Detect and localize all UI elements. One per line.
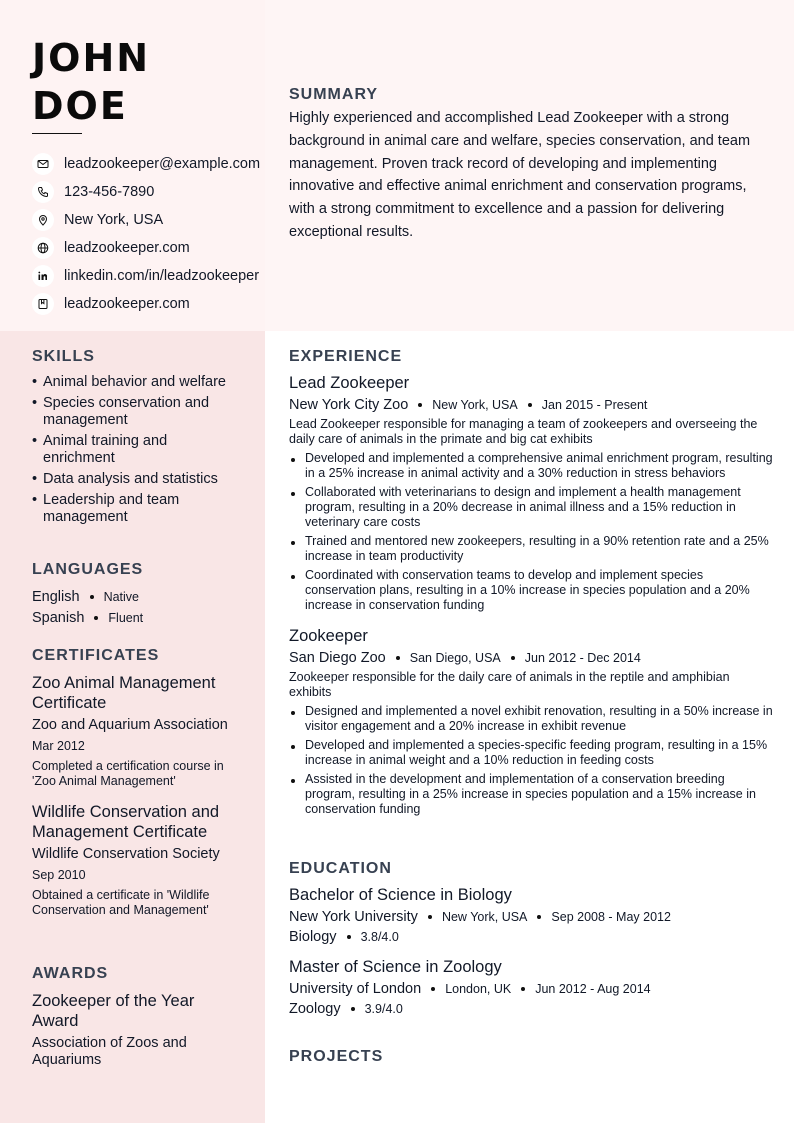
achievement-item: Developed and implemented a comprehensive animal enrichment program, resulting in a 25% increase in animal activity and a 30% reduction in stress behaviors	[289, 451, 774, 481]
job-title: Zookeeper	[289, 627, 368, 645]
school-name: University of London	[289, 981, 422, 997]
separator-dot	[528, 403, 532, 407]
certificate-org: Wildlife Conservation Society	[32, 846, 220, 862]
experience-item	[289, 374, 774, 613]
languages-section	[32, 561, 242, 628]
separator-dot	[537, 915, 541, 919]
name-divider	[32, 133, 82, 134]
location-icon	[32, 209, 54, 231]
projects-title: PROJECTS	[289, 1048, 384, 1065]
education-item	[289, 958, 774, 1017]
gpa: 3.9/4.0	[364, 1002, 403, 1016]
awards-title: AWARDS	[32, 965, 109, 982]
experience-item	[289, 627, 774, 817]
school-name: New York University	[289, 909, 418, 925]
bookmark-icon	[32, 293, 54, 315]
degree-title: Master of Science in Zoology	[289, 958, 502, 976]
contact-linkedin[interactable]	[32, 262, 277, 290]
job-description: Lead Zookeeper responsible for managing a team of zookeepers and overseeing the daily care of animals in the primate and big cat exhibits	[289, 417, 758, 446]
certificate-date: Sep 2010	[32, 868, 86, 882]
job-meta	[289, 397, 774, 413]
education-section	[289, 860, 774, 1017]
summary-section	[289, 86, 774, 244]
education-meta	[289, 909, 774, 925]
name-first: JOHN	[32, 36, 151, 80]
school-location: London, UK	[445, 982, 512, 996]
separator-dot	[396, 656, 400, 660]
contact-email[interactable]	[32, 150, 277, 178]
separator-dot	[431, 987, 435, 991]
education-dates: Jun 2012 - Aug 2014	[535, 982, 651, 996]
separator-dot	[94, 616, 98, 620]
job-location: San Diego, USA	[409, 651, 501, 665]
achievement-item: Collaborated with veterinarians to design and implement a health management program, resulting in a 20% decrease in animal illness and a 15% reduction in veterinary care costs	[289, 485, 774, 530]
contact-location	[32, 206, 277, 234]
separator-dot	[347, 935, 351, 939]
education-field	[289, 929, 774, 945]
certificate-item	[32, 802, 247, 918]
separator-dot	[521, 987, 525, 991]
degree-title: Bachelor of Science in Biology	[289, 886, 512, 904]
job-location: New York, USA	[432, 398, 518, 412]
contact-website-text: leadzookeeper.com	[64, 240, 190, 256]
certificates-section	[32, 647, 247, 918]
achievement-item: Trained and mentored new zookeepers, resulting in a 90% retention rate and a 25% increase in team productivity	[289, 534, 774, 564]
certificate-desc: Obtained a certificate in 'Wildlife Conservation and Management'	[32, 888, 210, 917]
projects-section	[289, 1048, 774, 1066]
education-item	[289, 886, 774, 945]
award-org: Association of Zoos and Aquariums	[32, 1035, 187, 1068]
award-title: Zookeeper of the Year Award	[32, 992, 195, 1030]
job-dates: Jun 2012 - Dec 2014	[524, 651, 641, 665]
separator-dot	[511, 656, 515, 660]
contact-linkedin-text: linkedin.com/in/leadzookeeper	[64, 268, 260, 284]
certificate-title: Zoo Animal Management Certificate	[32, 674, 216, 712]
contact-phone-text: 123-456-7890	[64, 184, 155, 200]
summary-title: SUMMARY	[289, 86, 379, 103]
job-title: Lead Zookeeper	[289, 374, 410, 392]
certificate-org: Zoo and Aquarium Association	[32, 717, 228, 733]
contact-portfolio-text: leadzookeeper.com	[64, 296, 190, 312]
skills-title: SKILLS	[32, 348, 95, 365]
language-name: Spanish	[32, 609, 85, 626]
education-title: EDUCATION	[289, 860, 392, 877]
summary-text: Highly experienced and accomplished Lead Zookeeper with a strong background in animal care and welfare, species conservation, and team management. Proven track record of developing and implementing innovative and effective animal enrichment and conservation programs, with a strong commitment to excellence and a passion for delivering exceptional results.	[289, 110, 751, 240]
separator-dot	[418, 403, 422, 407]
language-level: Fluent	[108, 610, 144, 625]
globe-icon	[32, 237, 54, 259]
language-item	[32, 586, 242, 607]
field-of-study: Zoology	[289, 1001, 341, 1017]
job-company: San Diego Zoo	[289, 650, 386, 666]
language-item	[32, 607, 242, 628]
mail-icon	[32, 153, 54, 175]
school-location: New York, USA	[441, 910, 528, 924]
achievement-item: Designed and implemented a novel exhibit renovation, resulting in a 50% increase in visitor engagement and a 20% increase in exhibit revenue	[289, 704, 774, 734]
certificates-title: CERTIFICATES	[32, 647, 160, 664]
separator-dot	[90, 595, 94, 599]
certificate-title: Wildlife Conservation and Management Certificate	[32, 803, 220, 841]
contact-website[interactable]	[32, 234, 277, 262]
contact-portfolio[interactable]	[32, 290, 277, 318]
education-dates: Sep 2008 - May 2012	[551, 910, 671, 924]
job-achievements	[289, 451, 774, 613]
skills-section	[32, 348, 242, 530]
achievement-item: Developed and implemented a species-specific feeding program, resulting in a 15% increase in animal weight and a 10% reduction in feeding costs	[289, 738, 774, 768]
field-of-study: Biology	[289, 929, 337, 945]
job-dates: Jan 2015 - Present	[541, 398, 648, 412]
experience-title: EXPERIENCE	[289, 348, 403, 365]
job-description: Zookeeper responsible for the daily care of animals in the reptile and amphibian exhibits	[289, 670, 730, 699]
achievement-item: Coordinated with conservation teams to develop and implement species conservation plans, resulting in a 10% increase in species population and a 20% increase in conservation funding	[289, 568, 774, 613]
award-item	[32, 991, 232, 1069]
contact-phone[interactable]	[32, 178, 277, 206]
job-achievements	[289, 704, 774, 817]
language-level: Native	[103, 589, 139, 604]
certificate-date: Mar 2012	[32, 739, 85, 753]
skill-item: • Animal behavior and welfare	[32, 374, 226, 390]
contact-location-text: New York, USA	[64, 212, 164, 228]
skill-item: • Data analysis and statistics	[32, 471, 218, 487]
phone-icon	[32, 181, 54, 203]
candidate-name	[32, 34, 150, 130]
certificate-item	[32, 673, 247, 789]
skill-item: • Leadership and team management	[32, 492, 180, 525]
languages-title: LANGUAGES	[32, 561, 144, 578]
linkedin-icon	[32, 265, 54, 287]
separator-dot	[428, 915, 432, 919]
certificate-desc: Completed a certification course in 'Zoo Animal Management'	[32, 759, 224, 788]
achievement-item: Assisted in the development and implementation of a conservation breeding program, resulting in a 25% increase in species population and a 15% increase in conservation funding	[289, 772, 774, 817]
skill-item: • Animal training and enrichment	[32, 433, 168, 466]
name-last: DOE	[32, 84, 128, 128]
education-field	[289, 1001, 774, 1017]
language-name: English	[32, 588, 80, 605]
gpa: 3.8/4.0	[360, 930, 399, 944]
contact-list	[32, 150, 277, 318]
awards-section	[32, 965, 232, 1069]
experience-section	[289, 348, 774, 821]
education-meta	[289, 981, 774, 997]
separator-dot	[351, 1007, 355, 1011]
job-meta	[289, 650, 774, 666]
job-company: New York City Zoo	[289, 397, 409, 413]
contact-email-text: leadzookeeper@example.com	[64, 156, 261, 172]
skill-item: • Species conservation and management	[32, 395, 210, 428]
